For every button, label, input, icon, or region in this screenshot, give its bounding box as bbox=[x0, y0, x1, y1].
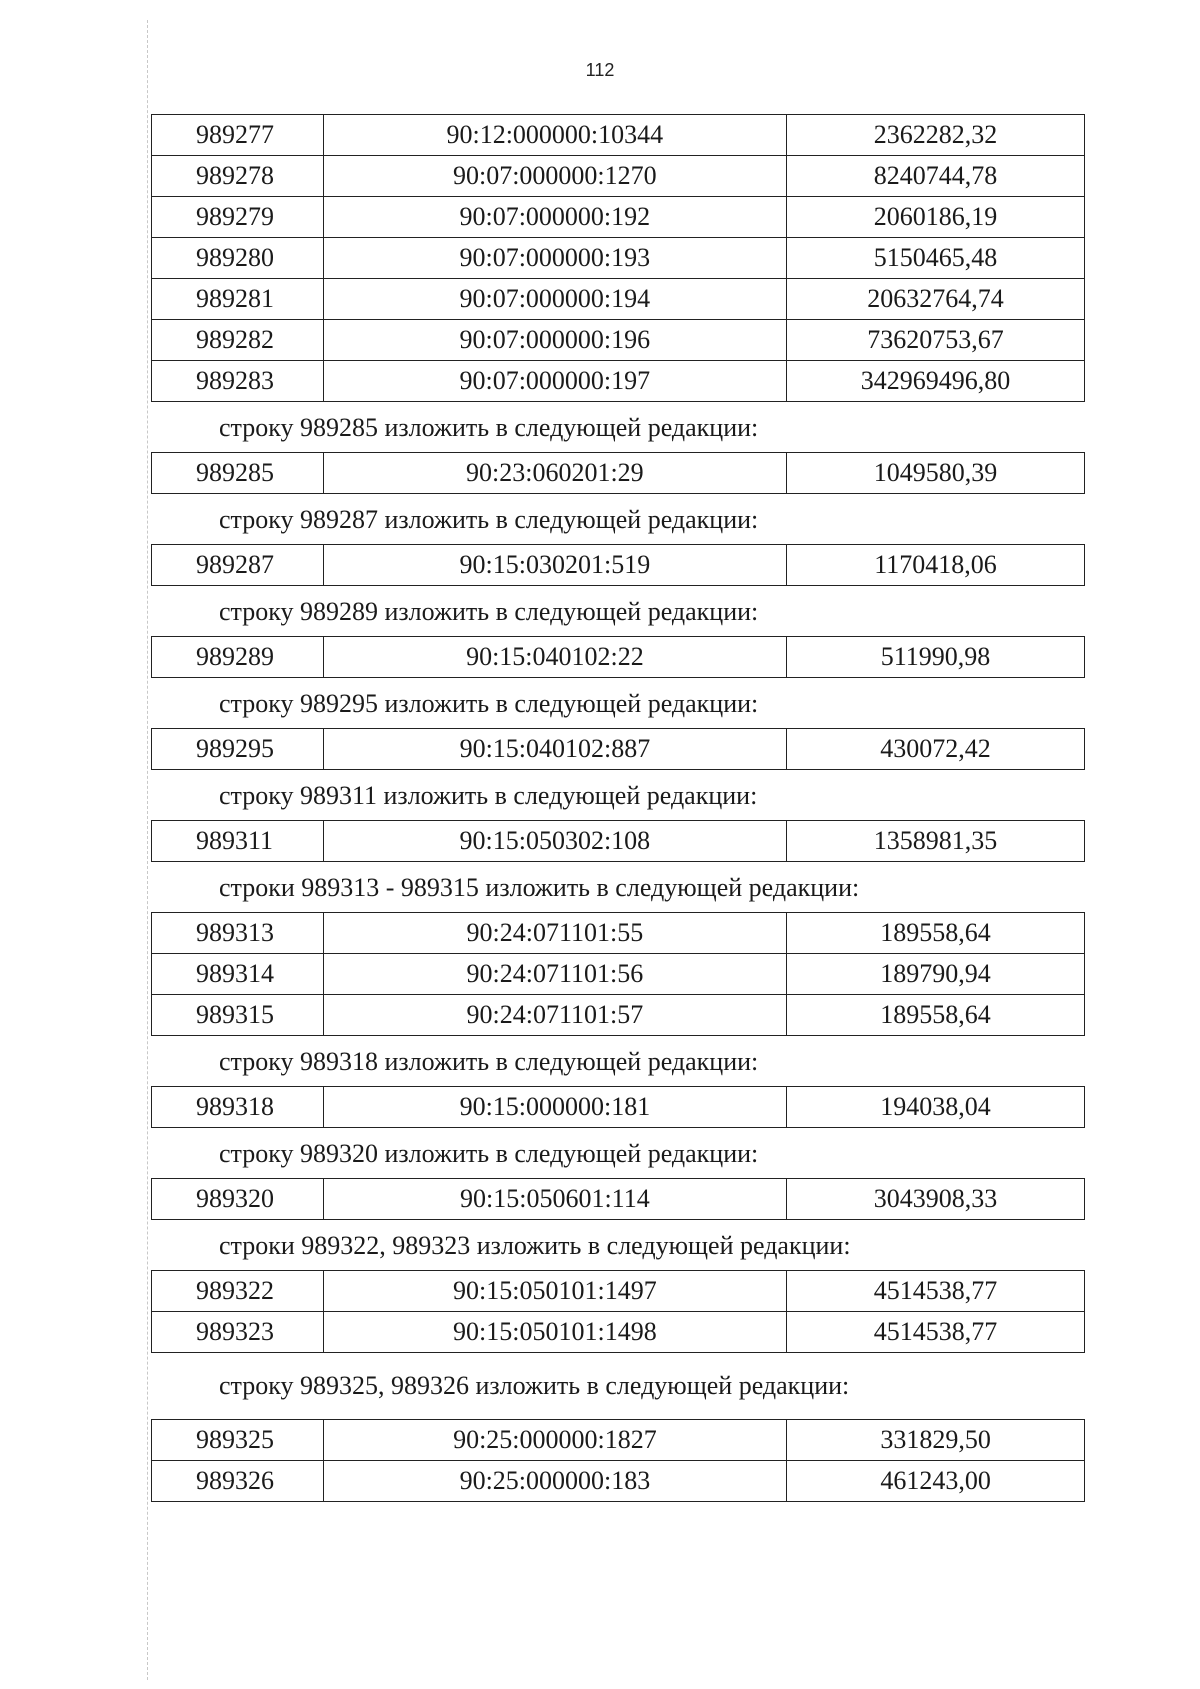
value-cell: 461243,00 bbox=[787, 1461, 1085, 1502]
table-row bbox=[152, 995, 1085, 1036]
table-row bbox=[152, 197, 1085, 238]
value-cell: 73620753,67 bbox=[786, 320, 1084, 361]
amendment-instruction: строки 989322, 989323 изложить в следующей редакции: bbox=[219, 1231, 851, 1260]
table-row bbox=[152, 1312, 1085, 1353]
row-code-cell: 989311 bbox=[152, 821, 324, 862]
amendment-instruction: строку 989311 изложить в следующей редакции: bbox=[219, 781, 758, 810]
amendment-instruction: строку 989320 изложить в следующей редакции: bbox=[219, 1139, 759, 1168]
cadastral-table bbox=[151, 1086, 1085, 1128]
table-row bbox=[152, 913, 1085, 954]
table-row bbox=[152, 1087, 1085, 1128]
cadastral-table bbox=[151, 820, 1085, 862]
value-cell: 1170418,06 bbox=[787, 545, 1085, 586]
table-row bbox=[152, 1420, 1085, 1461]
table-row bbox=[152, 453, 1085, 494]
page-number: 112 bbox=[585, 60, 615, 80]
row-code-cell: 989277 bbox=[152, 115, 324, 156]
value-cell: 5150465,48 bbox=[786, 238, 1084, 279]
row-code-cell: 989281 bbox=[152, 279, 324, 320]
table-row bbox=[152, 821, 1085, 862]
cadastral-number-cell: 90:15:050302:108 bbox=[323, 821, 786, 862]
cadastral-number-cell: 90:15:050101:1498 bbox=[323, 1312, 786, 1353]
value-cell: 4514538,77 bbox=[787, 1271, 1085, 1312]
cadastral-number-cell: 90:07:000000:192 bbox=[323, 197, 786, 238]
row-code-cell: 989289 bbox=[152, 637, 324, 678]
table-row bbox=[152, 1179, 1085, 1220]
cadastral-number-cell: 90:15:050101:1497 bbox=[323, 1271, 786, 1312]
table-row bbox=[152, 729, 1085, 770]
value-cell: 20632764,74 bbox=[786, 279, 1084, 320]
row-code-cell: 989322 bbox=[152, 1271, 324, 1312]
cadastral-number-cell: 90:12:000000:10344 bbox=[323, 115, 786, 156]
row-code-cell: 989326 bbox=[152, 1461, 324, 1502]
amendment-instruction: строку 989285 изложить в следующей редакции: bbox=[219, 413, 759, 442]
value-cell: 2362282,32 bbox=[786, 115, 1084, 156]
amendment-instruction: строки 989313 - 989315 изложить в следующей редакции: bbox=[219, 873, 860, 902]
amendment-instruction: строку 989318 изложить в следующей редакции: bbox=[219, 1047, 759, 1076]
table-row bbox=[152, 279, 1085, 320]
table-row bbox=[152, 1271, 1085, 1312]
row-code-cell: 989315 bbox=[152, 995, 324, 1036]
table-row bbox=[152, 1461, 1085, 1502]
row-code-cell: 989283 bbox=[152, 361, 324, 402]
table-row bbox=[152, 156, 1085, 197]
cadastral-table bbox=[151, 1270, 1085, 1353]
row-code-cell: 989285 bbox=[152, 453, 324, 494]
value-cell: 430072,42 bbox=[787, 729, 1085, 770]
value-cell: 2060186,19 bbox=[786, 197, 1084, 238]
row-code-cell: 989278 bbox=[152, 156, 324, 197]
value-cell: 189558,64 bbox=[787, 913, 1085, 954]
value-cell: 194038,04 bbox=[787, 1087, 1085, 1128]
value-cell: 4514538,77 bbox=[787, 1312, 1085, 1353]
table-row bbox=[152, 954, 1085, 995]
cadastral-number-cell: 90:25:000000:183 bbox=[323, 1461, 786, 1502]
value-cell: 1049580,39 bbox=[787, 453, 1085, 494]
cadastral-number-cell: 90:07:000000:1270 bbox=[323, 156, 786, 197]
row-code-cell: 989280 bbox=[152, 238, 324, 279]
table-row bbox=[152, 637, 1085, 678]
cadastral-table bbox=[151, 728, 1085, 770]
value-cell: 3043908,33 bbox=[787, 1179, 1085, 1220]
amendment-instruction: строку 989287 изложить в следующей редакции: bbox=[219, 505, 759, 534]
value-cell: 511990,98 bbox=[787, 637, 1085, 678]
value-cell: 331829,50 bbox=[787, 1420, 1085, 1461]
cadastral-number-cell: 90:07:000000:196 bbox=[323, 320, 786, 361]
row-code-cell: 989287 bbox=[152, 545, 324, 586]
cadastral-number-cell: 90:07:000000:194 bbox=[323, 279, 786, 320]
amendment-instruction: строку 989289 изложить в следующей редакции: bbox=[219, 597, 759, 626]
cadastral-number-cell: 90:25:000000:1827 bbox=[323, 1420, 786, 1461]
table-row bbox=[152, 115, 1085, 156]
row-code-cell: 989279 bbox=[152, 197, 324, 238]
cadastral-number-cell: 90:15:030201:519 bbox=[323, 545, 786, 586]
row-code-cell: 989323 bbox=[152, 1312, 324, 1353]
row-code-cell: 989282 bbox=[152, 320, 324, 361]
table-row bbox=[152, 361, 1085, 402]
value-cell: 1358981,35 bbox=[787, 821, 1085, 862]
table-row bbox=[152, 238, 1085, 279]
scan-margin-line bbox=[147, 20, 148, 1680]
cadastral-table bbox=[151, 544, 1085, 586]
cadastral-number-cell: 90:24:071101:55 bbox=[323, 913, 786, 954]
value-cell: 189790,94 bbox=[787, 954, 1085, 995]
cadastral-table bbox=[151, 1178, 1085, 1220]
cadastral-number-cell: 90:07:000000:193 bbox=[323, 238, 786, 279]
cadastral-number-cell: 90:15:040102:887 bbox=[323, 729, 786, 770]
cadastral-number-cell: 90:15:050601:114 bbox=[323, 1179, 786, 1220]
row-code-cell: 989314 bbox=[152, 954, 324, 995]
row-code-cell: 989313 bbox=[152, 913, 324, 954]
row-code-cell: 989320 bbox=[152, 1179, 324, 1220]
row-code-cell: 989325 bbox=[152, 1420, 324, 1461]
row-code-cell: 989295 bbox=[152, 729, 324, 770]
cadastral-table bbox=[151, 114, 1085, 402]
row-code-cell: 989318 bbox=[152, 1087, 324, 1128]
cadastral-table bbox=[151, 636, 1085, 678]
value-cell: 342969496,80 bbox=[786, 361, 1084, 402]
table-row bbox=[152, 545, 1085, 586]
document-body bbox=[151, 114, 1085, 1502]
amendment-instruction: строку 989325, 989326 изложить в следующей редакции: bbox=[219, 1371, 850, 1400]
cadastral-table bbox=[151, 912, 1085, 1036]
table-row bbox=[152, 320, 1085, 361]
cadastral-number-cell: 90:07:000000:197 bbox=[323, 361, 786, 402]
cadastral-number-cell: 90:23:060201:29 bbox=[323, 453, 786, 494]
amendment-instruction: строку 989295 изложить в следующей редакции: bbox=[219, 689, 759, 718]
value-cell: 189558,64 bbox=[787, 995, 1085, 1036]
cadastral-table bbox=[151, 1419, 1085, 1502]
cadastral-number-cell: 90:15:040102:22 bbox=[323, 637, 786, 678]
value-cell: 8240744,78 bbox=[786, 156, 1084, 197]
cadastral-number-cell: 90:24:071101:57 bbox=[323, 995, 786, 1036]
cadastral-number-cell: 90:24:071101:56 bbox=[323, 954, 786, 995]
cadastral-number-cell: 90:15:000000:181 bbox=[323, 1087, 786, 1128]
cadastral-table bbox=[151, 452, 1085, 494]
